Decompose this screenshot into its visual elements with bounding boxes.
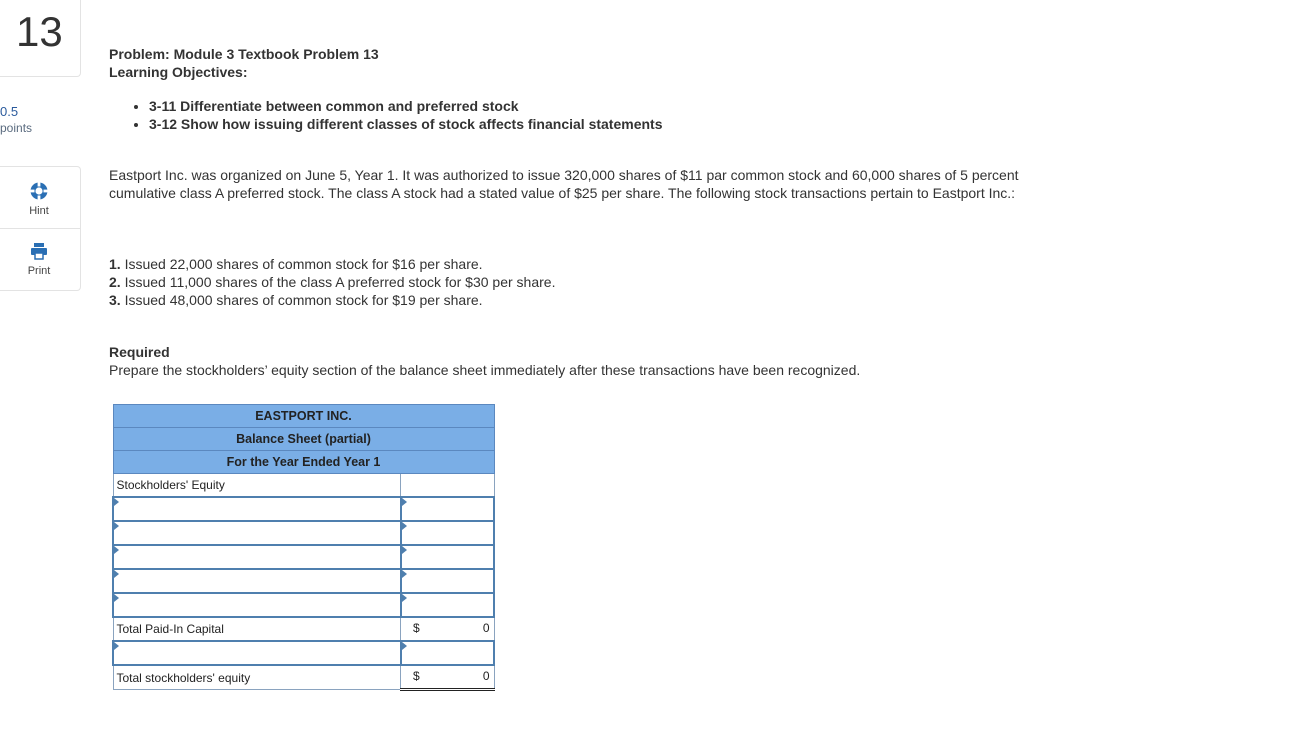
dropdown-indicator-icon [114,546,119,554]
account-input[interactable] [113,641,401,665]
required-heading: Required [109,344,170,360]
amount-input[interactable] [401,497,495,521]
account-input[interactable] [113,569,401,593]
entry-row [113,521,494,545]
account-input[interactable] [113,593,401,617]
problem-header [109,45,379,81]
lifebuoy-icon [29,181,49,201]
currency-symbol: $ [413,621,420,635]
input-indicator-icon [402,522,407,530]
company-name: EASTPORT INC. [113,405,494,428]
print-label: Print [27,265,51,277]
input-indicator-icon [402,546,407,554]
input-indicator-icon [402,498,407,506]
hint-label: Hint [29,205,49,217]
tools-panel [0,166,81,291]
total-paid-in-label: Total Paid-In Capital [113,617,401,641]
points-value: 0.5 [0,104,19,119]
objective-item: • 3-12 Show how issuing different classes of stock affects financial statements [149,115,662,133]
print-button[interactable] [0,241,80,277]
total-equity-amount [401,665,495,690]
total-paid-in-row [113,617,494,641]
account-input[interactable] [113,545,401,569]
total-paid-in-value: 0 [482,621,490,635]
tools-divider [0,228,80,229]
total-paid-in-amount [401,617,495,641]
points-display [0,104,32,136]
amount-input[interactable] [401,569,495,593]
entry-row [113,569,494,593]
objectives-list [129,97,662,133]
objectives-label: Learning Objectives: [109,64,248,80]
problem-title: Problem: Module 3 Textbook Problem 13 [109,46,379,62]
sheet-header-row [113,405,494,428]
dropdown-indicator-icon [114,642,119,650]
required-text: Prepare the stockholders’ equity section of the balance sheet immediately after these transactions have been recognized. [109,362,861,378]
printer-icon [29,241,49,261]
account-input[interactable] [113,497,401,521]
section-amount-cell [401,474,495,498]
entry-row [113,497,494,521]
amount-input[interactable] [401,593,495,617]
transactions-list [109,255,555,309]
question-number-box [0,0,81,77]
transaction-item: 3. Issued 48,000 shares of common stock for $19 per share. [109,292,483,308]
statement-name: Balance Sheet (partial) [113,428,494,451]
section-row [113,474,494,498]
input-indicator-icon [402,594,407,602]
entry-row [113,545,494,569]
input-indicator-icon [402,570,407,578]
hint-button[interactable] [0,181,80,217]
amount-input[interactable] [401,521,495,545]
dropdown-indicator-icon [114,570,119,578]
problem-description: Eastport Inc. was organized on June 5, Year 1. It was authorized to issue 320,000 shares of $11 par common stock and 60,000 shares of 5 percent cumulative class A preferred stock. The class A stock had a stated value of $25 per share. The following stock transactions pertain to Eastport Inc.: [109,167,1019,201]
section-label: Stockholders' Equity [113,474,401,498]
balance-sheet-worksheet [112,404,495,691]
sheet-header-row [113,451,494,474]
entry-row [113,641,494,665]
statement-period: For the Year Ended Year 1 [113,451,494,474]
dropdown-indicator-icon [114,594,119,602]
total-equity-label: Total stockholders' equity [113,665,401,690]
amount-input[interactable] [401,641,495,665]
amount-input[interactable] [401,545,495,569]
sheet-header-row [113,428,494,451]
total-equity-row [113,665,494,690]
transaction-item: 1. Issued 22,000 shares of common stock for $16 per share. [109,256,483,272]
currency-symbol: $ [413,669,420,683]
question-number: 13 [16,8,63,55]
account-input[interactable] [113,521,401,545]
transaction-item: 2. Issued 11,000 shares of the class A preferred stock for $30 per share. [109,274,556,290]
total-equity-value: 0 [482,669,490,683]
dropdown-indicator-icon [114,522,119,530]
input-indicator-icon [402,642,407,650]
dropdown-indicator-icon [114,498,119,506]
objective-item: • 3-11 Differentiate between common and preferred stock [149,97,662,115]
entry-row [113,593,494,617]
points-label: points [0,121,33,135]
